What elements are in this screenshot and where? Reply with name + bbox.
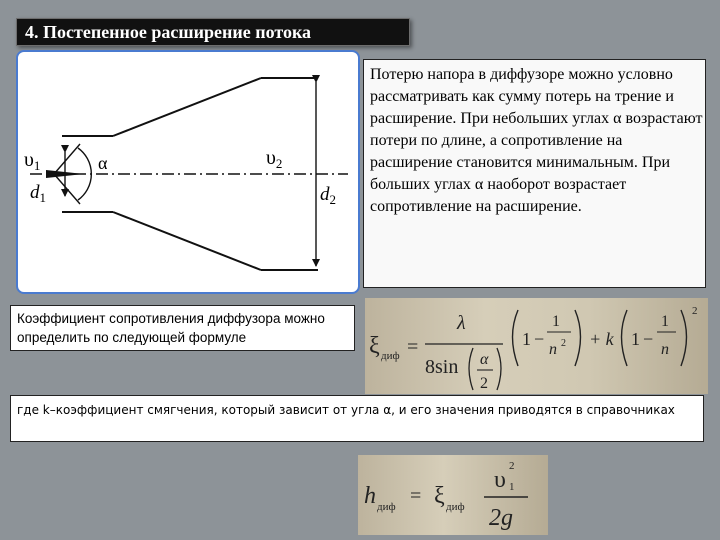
f1-xi: ξ [369,333,380,359]
f1-alpha: α [480,351,489,368]
f1-n-a: n [549,341,557,358]
cone-line-top [54,144,80,174]
f1-paren-left-2 [622,310,628,366]
head-loss-formula [358,455,548,535]
f1-paren-left-small [469,348,473,390]
alpha-label: α [98,153,108,173]
diffuser-bottom-wall [113,212,261,270]
f2-h: h [364,483,376,509]
f1-one-b: 1 [552,313,560,330]
slide-title: 4. Постепенное расширение потока [25,22,312,42]
f1-paren-right-small [497,348,501,390]
f2-equals: = [410,485,422,507]
description-text: Потерю напора в диффузоре можно условно рассматривать как сумму потерь на трение и расширение. При небольших углах α возрастают потери по длине, а сопротивление на расширение становится минимальным. При больших углах α наоборот возрастает сопротивление на расширение. [370,66,703,215]
f1-one-d: 1 [661,313,669,330]
f2-xi-sub: диф [446,501,465,513]
f1-xi-sub: диф [381,350,400,362]
coefficient-text: Коэффициент сопротивления диффузора можно определить по следующей формуле [17,311,325,345]
f1-lambda: λ [457,312,466,334]
diffuser-top-wall [113,78,261,136]
f2-h-sub: диф [377,501,396,513]
formula1-svg [365,298,708,394]
v1-label: $\upsilon_1$ [24,149,41,173]
title-bar [16,18,410,46]
f2-v-sup: 2 [509,460,515,472]
f1-n-sq-exp: 2 [561,338,566,349]
coefficient-box [10,305,355,351]
f1-paren-left-1 [513,310,519,366]
description-box [363,59,706,288]
f1-minus-a: − [534,329,545,349]
cone-line-bottom [54,174,80,204]
f1-equals: = [407,336,419,358]
note-text: где k–коэффициент смягчения, который зависит от угла α, и его значения приводятся в справочниках [17,403,675,417]
f1-one-a: 1 [522,329,531,349]
f2-v: υ [494,467,506,493]
diffuser-coefficient-formula [365,298,708,394]
f1-minus-b: − [643,329,654,349]
f1-outer-exp: 2 [692,305,698,317]
note-box [10,395,704,442]
f1-one-c: 1 [631,329,640,349]
f2-v-sub: 1 [509,481,515,493]
v2-label: $\upsilon_2$ [266,147,283,171]
f2-denom: 2g [489,505,513,531]
f1-plus-k: + k [589,329,614,349]
formula2-svg [358,455,548,535]
f1-two: 2 [480,375,488,392]
d1-label: $d_1$ [30,182,46,205]
f1-n-b: n [661,341,669,358]
diffuser-diagram [18,52,358,292]
f1-paren-right-2 [681,310,687,366]
f2-xi: ξ [434,483,445,509]
f1-eight-sin: 8sin [425,356,459,378]
f1-paren-right-1 [575,310,581,366]
d2-label: $d_2$ [320,184,336,207]
diffuser-diagram-panel [16,50,360,294]
